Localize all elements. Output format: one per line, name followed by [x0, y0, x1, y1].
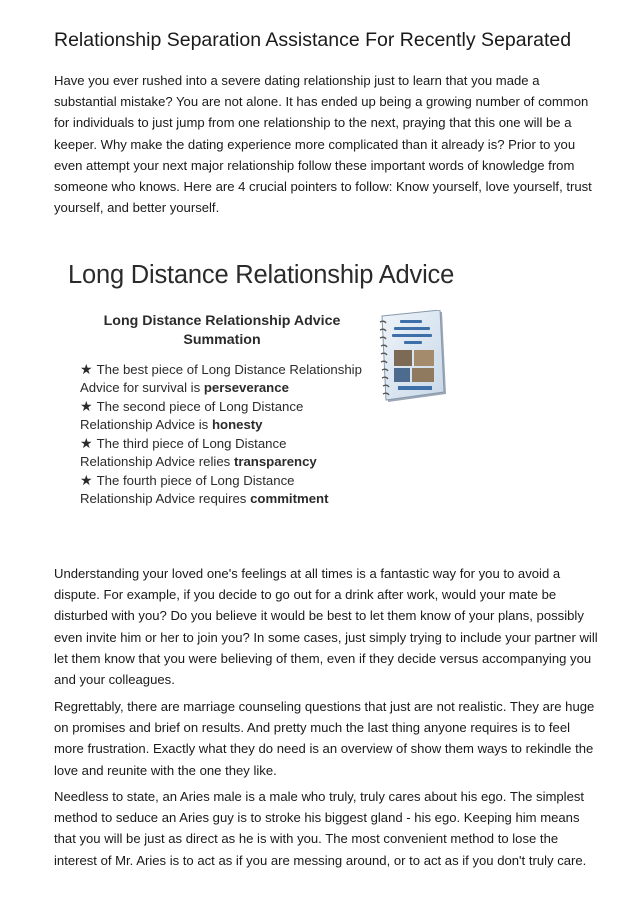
advice-item-line1: The best piece of Long Distance Relationship — [96, 362, 362, 377]
figure-subheading — [64, 312, 380, 350]
advice-list — [80, 360, 380, 508]
star-icon: ★ — [80, 361, 93, 377]
figure-heading: Long Distance Relationship Advice — [68, 261, 455, 289]
advice-keyword: honesty — [211, 417, 263, 432]
advice-item — [80, 397, 380, 434]
advice-keyword: transparency — [233, 454, 317, 469]
advice-figure — [64, 254, 464, 522]
paragraph-counseling: Regrettably, there are marriage counseling questions that just are not realistic. They are huge on promises and brief on results. And pretty much the last thing anyone requires is to feel more frustration. Exactly what they do need is an overview of show them ways to rekindle the love and reunite with the one they like. — [54, 699, 595, 778]
advice-keyword: commitment — [250, 491, 329, 506]
figure-subheading-line2: Summation — [183, 332, 261, 348]
advice-item — [80, 471, 380, 508]
advice-item-line1: The fourth piece of Long Distance — [96, 473, 295, 488]
advice-item-line2: Relationship Advice is — [80, 417, 212, 432]
paragraph-feelings: Understanding your loved one's feelings at all times is a fantastic way for you to avoid a dispute. For example, if you decide to go out for a drink after work, would your mate be disturbed with you? Do you believe it would be best to let them know of your plans, possibly even invite him or her to join you? In some cases, just simply trying to include your partner will let them know that you were believing of them, even if they decide versus accompanying you and your colleagues. — [54, 566, 598, 688]
star-icon: ★ — [80, 435, 93, 451]
figure-subheading-line1: Long Distance Relationship Advice — [103, 313, 341, 329]
advice-item — [80, 360, 380, 397]
page-title: Relationship Separation Assistance For Recently Separated — [54, 29, 572, 51]
star-icon: ★ — [80, 472, 93, 488]
spiral-bound-ebook-cover-icon — [374, 310, 450, 406]
advice-item-line1: The second piece of Long Distance — [96, 399, 304, 414]
advice-item-line2: Relationship Advice requires — [80, 491, 251, 506]
advice-item-line1: The third piece of Long Distance — [96, 436, 287, 451]
paragraph-aries: Needless to state, an Aries male is a male who truly, truly cares about his ego. The simplest method to seduce an Aries guy is to stroke his biggest gland - his ego. Keeping him means that you will be just as direct as he is with you. The most convenient method to lose the interest of Mr. Aries is to act as if you are messing around, or to act as if you don't truly care. — [54, 789, 587, 868]
star-icon: ★ — [80, 398, 93, 414]
paragraph-intro: Have you ever rushed into a severe dating relationship just to learn that you made a substantial mistake? You are not alone. It has ended up being a growing number of common for individuals to just jump from one relationship to the next, praying that this one will be a keeper. Why make the dating experience more complicated than it already is? Prior to you even attempt your next major relationship follow these important words of knowledge from someone who knows. Here are 4 crucial pointers to follow: Know yourself, love yourself, trust yourself, and better yourself. — [54, 73, 592, 216]
advice-item-line2: Advice for survival is — [80, 380, 204, 395]
advice-keyword: perseverance — [203, 380, 289, 395]
advice-item-line2: Relationship Advice relies — [80, 454, 234, 469]
advice-item — [80, 434, 380, 471]
